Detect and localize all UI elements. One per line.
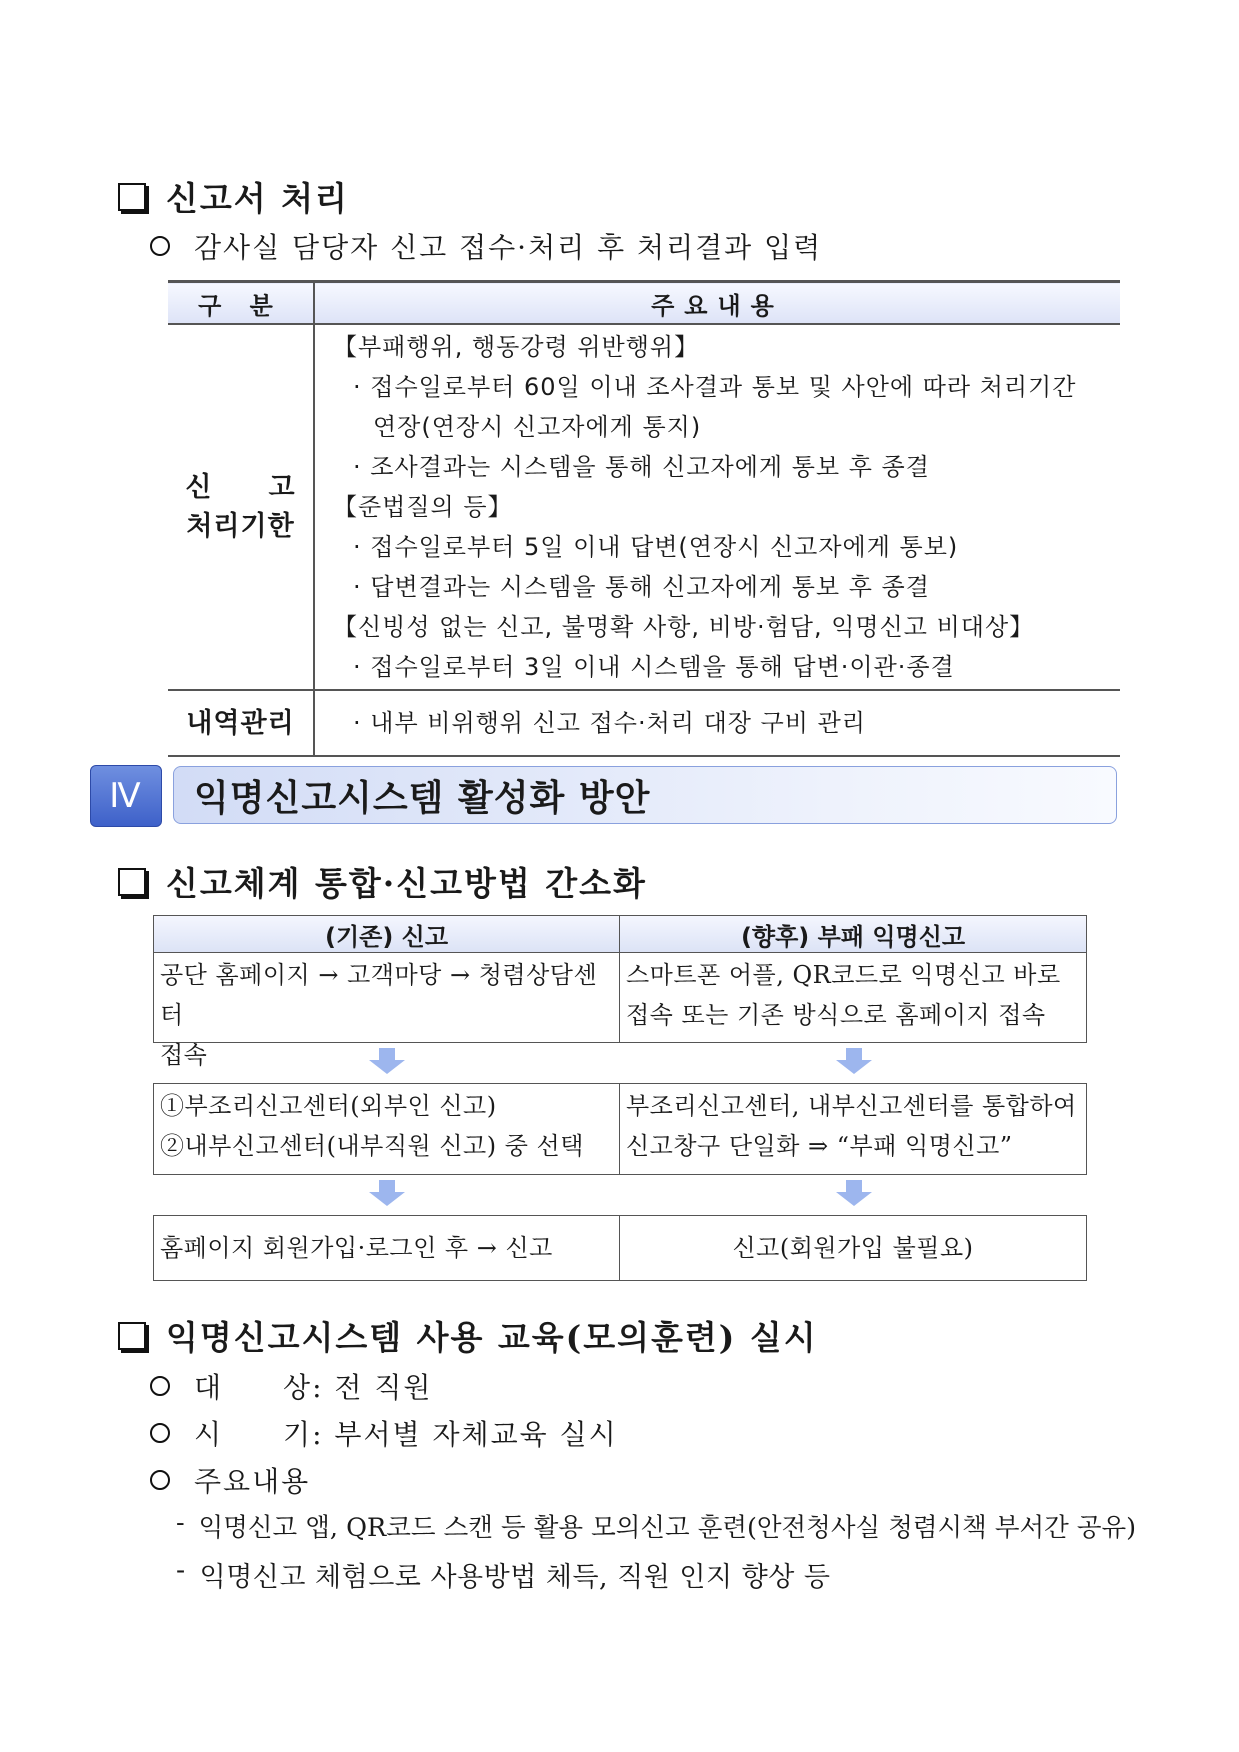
flow-cell-after bbox=[620, 1083, 1087, 1175]
down-arrow-icon bbox=[367, 1180, 407, 1210]
arrow-container bbox=[153, 1180, 620, 1210]
detail-text: 익명신고 체험으로 사용방법 체득, 직원 인지 향상 등 bbox=[199, 1562, 831, 1593]
section-heading-report-processing bbox=[118, 173, 349, 220]
circle-bullet-icon bbox=[150, 1470, 170, 1490]
cell-line: 스마트폰 어플, QR코드로 익명신고 바로 bbox=[626, 961, 1061, 989]
section-number-badge: Ⅳ bbox=[90, 765, 162, 827]
table-header-category: 구 분 bbox=[168, 282, 314, 325]
detail-text: 익명신고 앱, QR코드 스캔 등 활용 모의신고 훈련(안전청사실 청렴시책 부서간 공유) bbox=[198, 1513, 1137, 1543]
label-line2: 처리기한 bbox=[186, 511, 295, 542]
row-label-history: 내역관리 bbox=[168, 690, 314, 756]
down-arrow-icon bbox=[834, 1048, 874, 1078]
bullet-text: 감사실 담당자 신고 접수·처리 후 처리결과 입력 bbox=[194, 231, 823, 264]
row-content-history: · 내부 비위행위 신고 접수·처리 대장 구비 관리 bbox=[314, 690, 1120, 756]
label-line1: 신 고 bbox=[185, 472, 296, 503]
square-bullet-icon bbox=[118, 183, 146, 211]
content-line: 【신빙성 없는 신고, 불명확 사항, 비방·험담, 익명신고 비대상】 bbox=[333, 613, 1035, 641]
circle-bullet-icon bbox=[150, 1376, 170, 1396]
flow-row-access bbox=[153, 953, 1087, 1069]
cell-line: 신고창구 단일화 ⇒ “부패 익명신고” bbox=[626, 1132, 1013, 1160]
cell-line: 공단 홈페이지 → 고객마당 → 청렴상담센터 bbox=[160, 961, 598, 1029]
section-heading-integration bbox=[118, 858, 647, 905]
flow-header-after: (향후) 부패 익명신고 bbox=[620, 915, 1087, 953]
circle-bullet-icon bbox=[150, 1423, 170, 1443]
row-label-deadline bbox=[168, 324, 314, 690]
square-bullet-icon bbox=[118, 1322, 146, 1350]
heading-text: 익명신고시스템 사용 교육(모의훈련) 실시 bbox=[166, 1318, 818, 1357]
cell-line: 접속 bbox=[160, 1041, 208, 1069]
section-heading-training bbox=[118, 1312, 818, 1359]
content-line: · 접수일로부터 60일 이내 조사결과 통보 및 사안에 따라 처리기간 bbox=[353, 373, 1077, 401]
table-header-content: 주요내용 bbox=[314, 282, 1120, 325]
bullet-text: 시 기: 부서별 자체교육 실시 bbox=[194, 1418, 618, 1451]
section-title: 익명신고시스템 활성화 방안 bbox=[173, 766, 1117, 824]
content-line: 【준법질의 등】 bbox=[333, 493, 513, 521]
arrow-container bbox=[620, 1180, 1087, 1210]
arrow-row-2 bbox=[153, 1175, 1087, 1215]
detail-line-1 bbox=[176, 1508, 1136, 1544]
flow-cell-after: 신고(회원가입 불필요) bbox=[620, 1215, 1087, 1281]
row-content-deadline bbox=[314, 324, 1120, 690]
flow-header-before: (기존) 신고 bbox=[153, 915, 620, 953]
content-line: · 답변결과는 시스템을 통해 신고자에게 통보 후 종결 bbox=[353, 573, 930, 601]
report-processing-table bbox=[168, 280, 1120, 757]
comparison-flow bbox=[153, 915, 1087, 1281]
down-arrow-icon bbox=[834, 1180, 874, 1210]
heading-text: 신고서 처리 bbox=[166, 179, 349, 218]
circle-bullet-icon bbox=[150, 236, 170, 256]
arrow-row-1 bbox=[153, 1043, 1087, 1083]
flow-header-row bbox=[153, 915, 1087, 953]
bullet-period bbox=[150, 1413, 618, 1453]
flow-cell-before: 홈페이지 회원가입·로그인 후 → 신고 bbox=[153, 1215, 620, 1281]
heading-text: 신고체계 통합·신고방법 간소화 bbox=[166, 864, 647, 903]
flow-row-signup bbox=[153, 1215, 1087, 1281]
square-bullet-icon bbox=[118, 868, 146, 896]
flow-cell-after bbox=[620, 953, 1087, 1043]
cell-line: ②내부신고센터(내부직원 신고) 중 선택 bbox=[160, 1132, 584, 1160]
bullet-text: 주요내용 bbox=[194, 1465, 311, 1498]
cell-line: 부조리신고센터, 내부신고센터를 통합하여 bbox=[626, 1092, 1077, 1120]
content-line: 연장(연장시 신고자에게 통지) bbox=[373, 413, 702, 441]
dash-bullet: - bbox=[176, 1508, 185, 1538]
content-line: · 접수일로부터 3일 이내 시스템을 통해 답변·이관·종결 bbox=[353, 653, 955, 681]
flow-cell-before bbox=[153, 1083, 620, 1175]
arrow-container bbox=[153, 1048, 620, 1078]
content-line: · 접수일로부터 5일 이내 답변(연장시 신고자에게 통보) bbox=[353, 533, 959, 561]
detail-line-2 bbox=[176, 1555, 831, 1594]
content-line: · 조사결과는 시스템을 통해 신고자에게 통보 후 종결 bbox=[353, 453, 930, 481]
cell-line: 접속 또는 기존 방식으로 홈페이지 접속 bbox=[626, 1001, 1046, 1029]
arrow-container bbox=[620, 1048, 1087, 1078]
flow-row-center bbox=[153, 1083, 1087, 1175]
content-line: 【부패행위, 행동강령 위반행위】 bbox=[333, 333, 700, 361]
bullet-target bbox=[150, 1366, 432, 1406]
dash-bullet: - bbox=[176, 1555, 186, 1586]
bullet-text: 대 상: 전 직원 bbox=[194, 1371, 433, 1404]
down-arrow-icon bbox=[367, 1048, 407, 1078]
bullet-audit-input bbox=[150, 226, 822, 266]
bullet-content bbox=[150, 1460, 310, 1500]
flow-cell-before bbox=[153, 953, 620, 1069]
cell-line: ①부조리신고센터(외부인 신고) bbox=[160, 1092, 497, 1120]
